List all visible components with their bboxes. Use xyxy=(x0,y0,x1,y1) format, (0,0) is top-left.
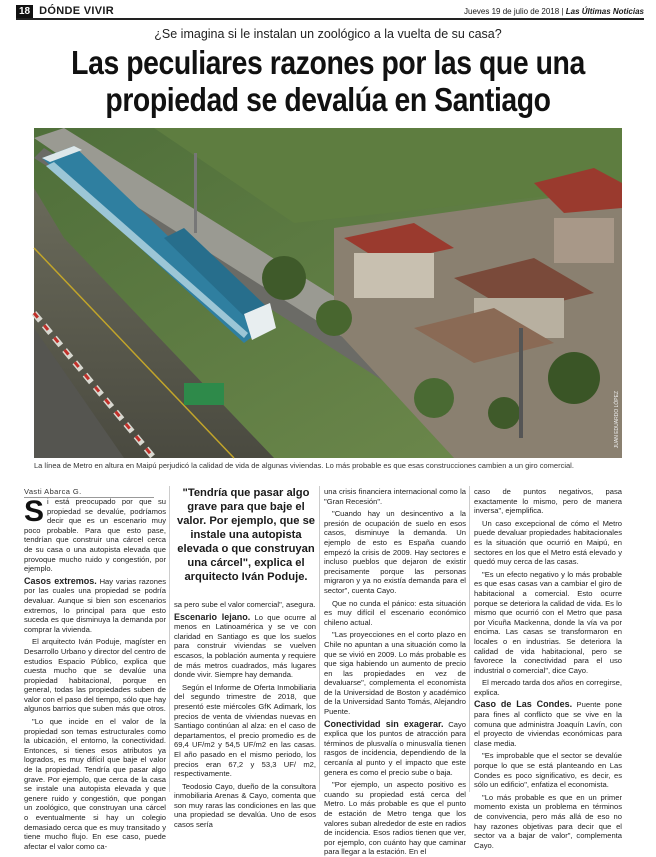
paragraph: Conectividad sin exagerar. Cayo explica que los puntos de atracción para términos de plusvalía o minusvalía tienen rasgos de incidencia, dependiendo de la cercanía al punto y el impacto que este genera es como el precio sube o baja. xyxy=(324,718,466,777)
paragraph: Caso de Las Condes. Puente pone para fines al conflicto que se vive en la comuna que administra Joaquín Lavín, con el proyecto de viviendas económicas para clase media. xyxy=(474,699,622,748)
paragraph: "Lo más probable es que en un primer momento exista un problema en términos de convivencia, pero más allá de eso no hay razones objetivas para decir que el sector va a bajar de valor", complementa Cayo. xyxy=(474,792,622,850)
paragraph: Un caso excepcional de cómo el Metro puede devaluar propiedades habitacionales es la situación que ocurrió en Maipú, en sectores en los que el Metro está elevado y quedó muy cerca de las casas. xyxy=(474,518,622,567)
paragraph: caso de puntos negativos, pasa exactamente lo mismo, pero de manera inversa", ejemplifica. xyxy=(474,487,622,516)
page-number: 18 xyxy=(16,5,33,18)
paragraph: "Cuando hay un desincentivo a la presión de ocupación de suelo en esos casos, disminuye la demanda. Un ejemplo de esto es España cuando empezó la crisis de 2009. Hay sectores e incluso pueblos que dejaron de existir precisamente porque las personas migraron y ya no existía demanda para el sector", cuenta Cayo. xyxy=(324,509,466,595)
paragraph: El mercado tarda dos años en corregirse, explica. xyxy=(474,678,622,697)
paragraph: Que no cunda el pánico: esta situación es muy difícil el escenario económico chileno actual. xyxy=(324,598,466,627)
article-photo xyxy=(34,128,622,458)
column-rule xyxy=(169,486,170,792)
lead-paragraph: Si está preocupado por que su propiedad se devalúe, podríamos decir que es un escenario muy poco probable. Para que esto pase, tendrían que construir una cárcel cerca de su casa o una autopista elevada que provoque mucho ruido y congestión, por ejemplo. xyxy=(24,495,166,574)
paragraph: "Por ejemplo, un aspecto positivo es cuando su propiedad está cerca del Metro. Lo más probable es que el punto de estación de Metro tenga que los valores suban alrededor de este en radios de incidencia. Esos radios tienen que ver, por ejemplo, con cuánto hay que caminar para llegar a la estación. En el xyxy=(324,780,466,857)
paragraph: Teodosio Cayo, dueño de la consultora inmobiliaria Arenas & Cayo, comenta que son muy raras las condiciones en las que una propiedad se devalúa. Uno de esos casos sería xyxy=(174,781,316,830)
elevated-metro-photo xyxy=(34,128,622,458)
photo-caption: La línea de Metro en altura en Maipú perjudicó la calidad de vida de algunas viviendas. Lo más probable es que esas construcciones cambien a un giro comercial. xyxy=(34,461,574,470)
issue-date: Jueves 19 de julio de 2018 xyxy=(464,6,560,16)
paragraph: "Lo que incide en el valor de la propiedad son temas estructurales como la ubicación, el entorno, la conectividad. Entonces, si tienes esos atributos ya logrados, es muy difícil que baje el valor de la propiedad. Tendría que pasar algo grave. Por ejemplo, que cerca de la casa se instale una autopista elevada y que genere ruido y congestión, que pongan un zoológico, que construyan una cárcel o eventualmente si hay un colegio demasiado cerca que es muy transitado y tiene mucho flujo. En ese caso, puede afectar el valor como ca- xyxy=(24,717,166,851)
paragraph: Escenario lejano. Lo que ocurre al menos en Latinoamérica y se ve con claridad en Santiago es que los suelos para construir viviendas se vuelven escasos, la población aumenta y requiere de más metros cuadrados, más lugares donde vivir. Siempre hay demanda. xyxy=(174,611,316,680)
article-column-2 xyxy=(174,600,316,830)
article-kicker: ¿Se imagina si le instalan un zoológico a la vuelta de su casa? xyxy=(154,27,502,41)
paragraph: Según el Informe de Oferta Inmobiliaria del segundo trimestre de 2018, que presentó este miércoles GfK Adimark, los precios de venta de viviendas nuevas en Santiago continúan al alza: en el caso de departamentos, el precio promedio es de 69,4 UF/m2 y 54,5 UF/m2 en las casas. El año pasado en el mismo periodo, los precios eran 67,2 y 53,3 UF/ m2, respectivamente. xyxy=(174,682,316,779)
subheading: Caso de Las Condes. xyxy=(474,699,573,710)
page-header xyxy=(16,4,644,20)
subheading: Casos extremos. xyxy=(24,575,97,586)
paragraph: una crisis financiera internacional como la "Gran Recesión". xyxy=(324,487,466,506)
paragraph: "Las proyecciones en el corto plazo en Chile no apuntan a una situación como la que se vivió en 2009. Lo más probable es que siga habiendo un aumento de precio en las propiedades en vez de devaluarse", complementa el economista de la Universidad de Boston y académico de la Universidad Santo Tomás, Alejandro Puente. xyxy=(324,630,466,717)
subheading: Escenario lejano. xyxy=(174,611,251,622)
section-title: DÓNDE VIVIR xyxy=(39,5,114,17)
paragraph: El arquitecto Iván Poduje, magíster en Desarrollo Urbano y director del centro de estudios Espacio Público, explica que cuesta mucho que se devalúe una propiedad habitacional, porque en general, todas las propiedades suben de valor con el paso del tiempo, sólo que hay algunos barrios que suben más que otros. xyxy=(24,637,166,714)
newspaper-name: Las Últimas Noticias xyxy=(565,6,644,16)
paragraph: Casos extremos. Hay varias razones por las cuales una propiedad se podría devaluar. Aunque si bien son escenarios extremos, lo principal para que esto suceda es que disminuya la demanda por comprar la vivienda. xyxy=(24,575,166,634)
article-column-1 xyxy=(24,495,166,851)
drop-cap: S xyxy=(24,495,45,528)
subheading: Conectividad sin exagerar. xyxy=(324,718,444,729)
photo-credit: JUAN EDUARDO LÓPEZ xyxy=(614,390,620,448)
article-column-4 xyxy=(474,487,622,850)
dateline-separator: | xyxy=(561,6,564,16)
byline: Vasti Abarca G. xyxy=(24,487,154,498)
pull-quote: "Tendría que pasar algo grave para que baje el valor. Por ejemplo, que se instale una autopista elevada o que construyan una cárcel", explica el arquitecto Iván Poduje. xyxy=(176,487,316,583)
column-rule xyxy=(469,486,470,792)
paragraph: sa pero sube el valor comercial", asegura. xyxy=(174,600,316,609)
dateline xyxy=(464,7,644,16)
paragraph: "Es un efecto negativo y lo más probable es que esas casas van a cambiar el giro de habitacional a comercial. Esto ocurre porque se deteriora la calidad de vida. Es lo mismo que ocurrió con el Metro que pasa por Vicuña Mackenna, donde la vía va por encima. Las casas se transformaron en locales o en industrias. Se deteriora la calidad de vida habitacional, pero se favorece la conectividad para el uso industrial o comercial", dice Cayo. xyxy=(474,569,622,675)
article-headline: Las peculiares razones por las que una propiedad se devalúa en Santiago xyxy=(71,44,585,118)
paragraph: "Es improbable que el sector se devalúe porque lo que se está planteando en Las Condes es poco significativo, es decir, es sólo un edificio", enfatiza el economista. xyxy=(474,751,622,790)
article-column-3 xyxy=(324,487,466,857)
